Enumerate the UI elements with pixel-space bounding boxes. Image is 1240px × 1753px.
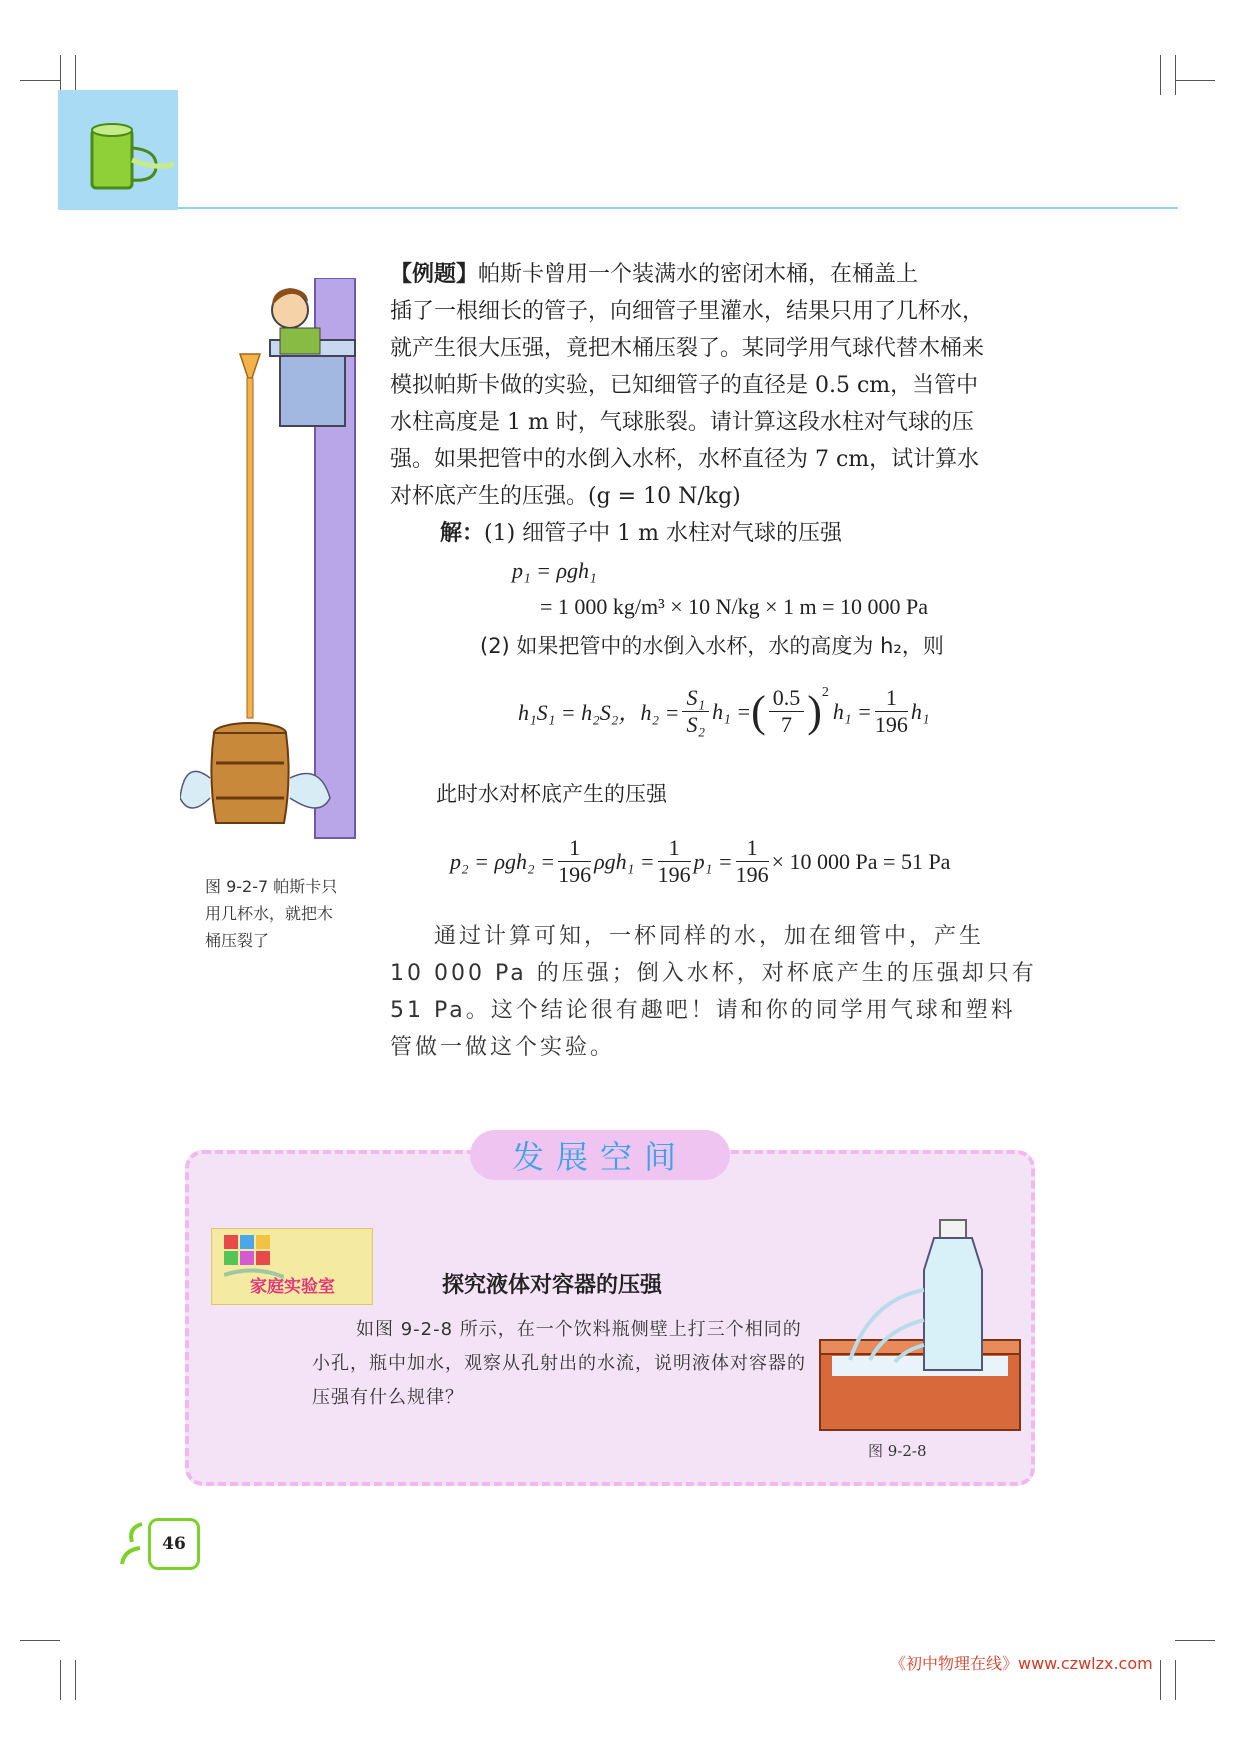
example-line [390,256,1050,293]
denominator: S₂ [686,712,706,737]
eq2-start: h₁S₁ = h₂S₂，h₂ = [518,700,680,725]
figure-9-2-8-caption: 图 9-2-8 [868,1442,927,1460]
equation-2 [518,685,930,738]
numerator: 1 [736,835,769,862]
eq3-b: ρgh₁ = [594,848,655,874]
figure-9-2-7-caption [205,873,385,954]
fraction-05-7 [769,685,805,738]
eq2-mid2: h₁ = [832,698,872,724]
example-line: 就产生很大压强，竟把木桶压裂了。某同学用气球代替木桶来 [390,336,985,361]
fraction-1-196 [558,835,591,888]
solution-label: 解： [440,521,485,546]
caption-line: 桶压裂了 [205,931,270,950]
water-cup-icon [58,90,178,210]
denominator: 196 [558,862,592,887]
fraction-1-196 [736,835,769,888]
development-text: 如图 9-2-8 所示，在一个饮料瓶侧壁上打三个相同的小孔，瓶中加水，观察从孔射出的水流，说明液体对容器的压强有什么规律？ [312,1319,806,1408]
green-swoosh-icon [118,1518,148,1568]
conclusion-line: 通过计算可知，一杯同样的水，加在细管中，产生 [434,924,985,949]
left-paren: ( [751,687,766,736]
equation-3 [450,835,950,888]
eq3-c: p₁ = [693,848,733,874]
development-tab: 发展空间 [470,1130,730,1180]
fraction-s1-s2 [682,685,709,738]
equation-1b: = 1 000 kg/m³ × 10 N/kg × 1 m = 10 000 Pa [540,594,929,619]
solution-step-1 [390,515,1050,552]
crop-mark [1175,55,1176,95]
denominator: 196 [657,862,691,887]
caption-line: 图 9-2-7 帕斯卡只 [205,877,338,896]
conclusion-line: 10 000 Pa 的压强；倒入水杯，对杯底产生的压强却只有 [390,961,1037,986]
example-line: 插了一根细长的管子，向细管子里灌水，结果只用了几杯水， [390,299,985,324]
bottle-experiment-illustration [810,1210,1030,1440]
crop-mark [20,1640,60,1641]
numerator: S₁ [682,685,709,712]
numerator: 1 [558,835,591,862]
header-rule [178,207,1178,209]
right-paren: ) [807,687,822,736]
crop-mark [20,80,60,81]
example-line: 水柱高度是 1 m 时，气球胀裂。请计算这段水柱对气球的压 [390,410,974,435]
step-1-text: (1) 细管子中 1 m 水柱对气球的压强 [484,521,843,546]
denominator: 7 [781,712,792,737]
eq2-end: h₁ [910,698,930,724]
pressure-line: 此时水对杯底产生的压强 [436,782,667,806]
eq3-end: × 10 000 Pa = 51 Pa [771,848,951,874]
fraction-1-196 [875,685,908,738]
crop-mark [1175,1640,1215,1641]
development-title: 探究液体对容器的压强 [442,1273,663,1298]
crop-mark [60,55,61,95]
crop-mark [1175,1660,1176,1700]
crop-mark [75,55,76,95]
eq3-a: p₂ = ρgh₂ = [450,848,556,874]
pascal-barrel-illustration [180,278,370,878]
conclusion-line: 管做一做这个实验。 [390,1035,616,1060]
footer-source: 《初中物理在线》www.czwlzx.com [890,1654,1153,1673]
exponent: 2 [821,685,829,700]
crop-mark [75,1660,76,1700]
crop-mark [60,1660,61,1700]
header-box [58,90,178,210]
numerator: 1 [658,835,691,862]
equation-1a: p₁ = ρgh₁ [512,558,597,583]
conclusion-paragraph [390,918,1050,1066]
numerator: 1 [875,685,908,712]
example-problem [390,256,1050,552]
conclusion-line: 51 Pa。这个结论很有趣吧！请和你的同学用气球和塑料 [390,998,1016,1023]
crop-mark [1175,80,1215,81]
crop-mark [1160,55,1161,95]
page-number: 46 [148,1518,200,1570]
eq2-mid: h₁ = [712,698,752,724]
solution-step-2: (2) 如果把管中的水倒入水杯，水的高度为 h₂，则 [480,634,944,658]
denominator: 196 [874,712,908,737]
home-lab-label: 家庭实验室 [250,1277,335,1297]
example-text: 帕斯卡曾用一个装满水的密闭木桶，在桶盖上 [478,262,919,287]
fraction-1-196 [658,835,691,888]
example-label: 【例题】 [390,262,479,287]
numerator: 0.5 [769,685,805,712]
example-line: 强。如果把管中的水倒入水杯，水杯直径为 7 cm，试计算水 [390,447,980,472]
example-line: 对杯底产生的压强。(g = 10 N/kg) [390,484,741,509]
caption-line: 用几杯水，就把木 [205,904,334,923]
crop-mark [1160,1660,1161,1700]
example-line: 模拟帕斯卡做的实验，已知细管子的直径是 0.5 cm，当管中 [390,373,979,398]
denominator: 196 [735,862,769,887]
